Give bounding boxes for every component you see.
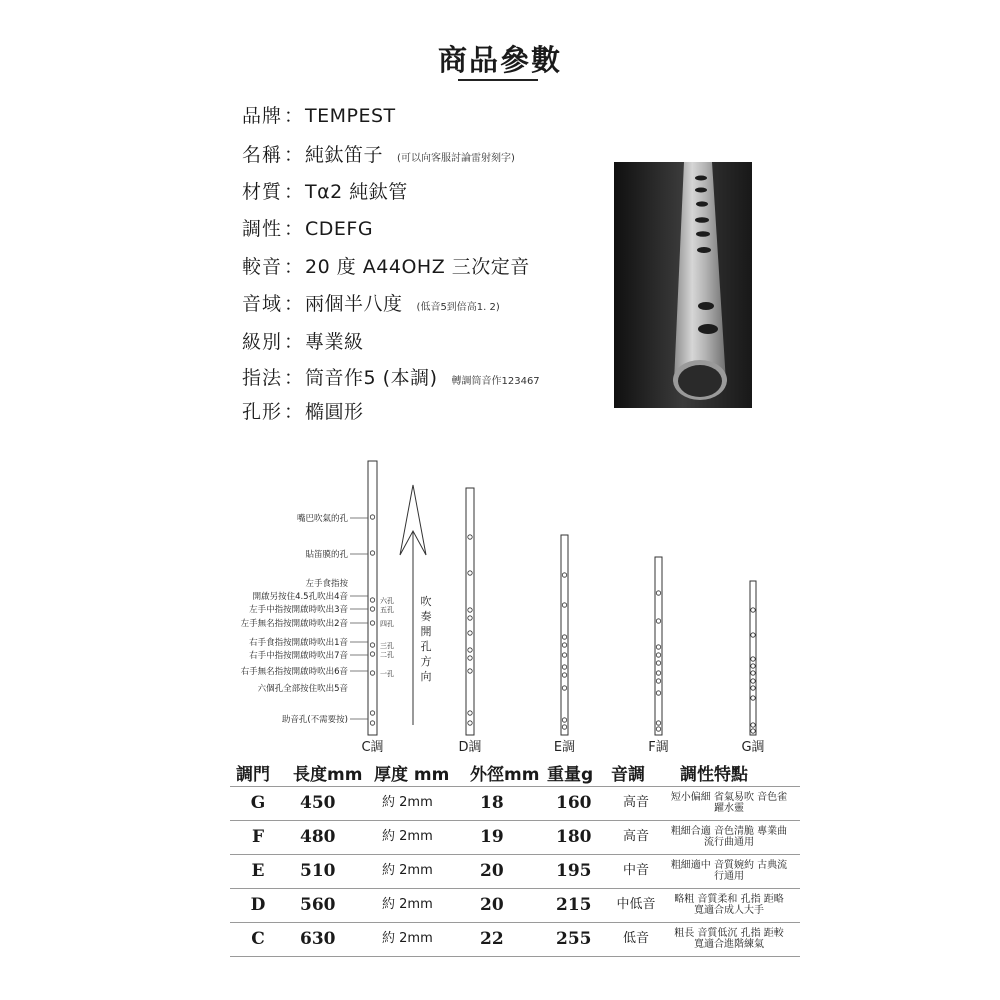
- hole-number-label: 三孔: [380, 642, 394, 650]
- od-cell: 22: [480, 929, 504, 949]
- tone-cell: 高音: [622, 829, 649, 844]
- spec-colon: ：: [284, 256, 304, 278]
- spec-label: 音域: [242, 293, 283, 315]
- table-row: [230, 888, 800, 923]
- flute-hole: [751, 608, 755, 612]
- flute-hole: [656, 591, 660, 595]
- flute-hole: [656, 679, 660, 683]
- spec-label: 級別: [242, 331, 283, 353]
- flute-hole: [468, 656, 472, 660]
- arrow-text-char: 開: [420, 625, 432, 638]
- hole-number-label: 一孔: [380, 670, 394, 678]
- fingering-diagram: [200, 455, 800, 755]
- spec-row: [242, 101, 410, 128]
- flute-hole: [656, 671, 660, 675]
- flute-hole: [562, 643, 566, 647]
- feature-cell: 粗細適中 音質婉約 古典流行通用: [670, 860, 788, 882]
- od-cell: 20: [480, 861, 504, 881]
- flute-hole: [468, 535, 472, 539]
- col-header-key: 調門: [236, 765, 270, 785]
- tone-cell: 高音: [622, 795, 649, 810]
- spec-row: [242, 252, 544, 279]
- flute-hole: [751, 633, 755, 637]
- flute-photo-drawing: [614, 162, 752, 408]
- spec-row: [242, 177, 422, 204]
- flute-hole: [562, 665, 566, 669]
- col-header-tone: 音調: [611, 765, 645, 785]
- thickness-cell: 約 2mm: [382, 863, 433, 878]
- table-row: [230, 786, 800, 821]
- flute-hole: [751, 723, 755, 727]
- length-cell: 630: [300, 929, 336, 949]
- spec-colon: ：: [284, 105, 304, 127]
- spec-value: CDEFG: [305, 218, 374, 240]
- flute-hole: [562, 686, 566, 690]
- flute-hole: [656, 691, 660, 695]
- od-cell: 18: [480, 793, 504, 813]
- flute-hole: [370, 711, 374, 715]
- col-header-od: 外徑mm: [470, 765, 540, 785]
- flute-hole: [468, 721, 472, 725]
- flute-hole: [751, 671, 755, 675]
- diagram-label: 右手中指按開啟時吹出7音: [249, 651, 348, 661]
- spec-value: 筒音作5 (本調): [305, 367, 438, 389]
- hole-number-label: 二孔: [380, 651, 394, 659]
- spec-label: 材質: [242, 181, 283, 203]
- spec-label: 孔形: [242, 401, 283, 423]
- spec-value: 專業級: [305, 331, 364, 353]
- flute-hole: [370, 621, 374, 625]
- flute-hole: [370, 607, 374, 611]
- spec-value: Tα2 純鈦管: [305, 181, 408, 203]
- feature-cell: 粗長 音質低沉 孔指 距較寬適合進階練氣: [674, 928, 784, 950]
- arrow-text-char: 吹: [420, 595, 432, 608]
- spec-label: 較音: [242, 256, 283, 278]
- title-underline: [458, 79, 538, 81]
- flute-hole: [656, 619, 660, 623]
- flute-hole: [468, 616, 472, 620]
- feature-cell: 略粗 音質柔和 孔指 距略寬適合成人大手: [674, 894, 784, 916]
- flute-hole: [562, 573, 566, 577]
- key-label: D調: [458, 740, 482, 755]
- spec-value: 兩個半八度: [305, 293, 403, 315]
- flute-hole: [468, 631, 472, 635]
- arrow-text-char: 孔: [420, 640, 432, 653]
- flute-hole: [370, 598, 374, 602]
- key-cell: F: [251, 827, 265, 847]
- weight-cell: 160: [556, 793, 592, 813]
- flute-hole: [656, 653, 660, 657]
- diagram-label: 左手食指按: [305, 579, 348, 589]
- spec-colon: ：: [284, 181, 304, 203]
- diagram-label: 右手無名指按開啟時吹出6音: [240, 667, 348, 677]
- flute-hole: [370, 643, 374, 647]
- flute-hole: [751, 729, 755, 733]
- diagram-label: 左手無名指按開啟時吹出2音: [240, 619, 348, 629]
- spec-colon: ：: [284, 331, 304, 353]
- flute-hole: [751, 686, 755, 690]
- table-row: [230, 854, 800, 889]
- feature-cell: 粗細合適 音色清脆 專業曲流行曲通用: [670, 826, 788, 848]
- thickness-cell: 約 2mm: [382, 931, 433, 946]
- diagram-label: 六個孔全部按住吹出5音: [257, 684, 348, 694]
- flute-hole: [562, 635, 566, 639]
- flute-hole: [751, 664, 755, 668]
- table-row: [230, 922, 800, 957]
- spec-label: 調性: [242, 218, 283, 240]
- flute-hole: [370, 515, 374, 519]
- spec-row: [242, 397, 378, 424]
- flute-hole: [370, 652, 374, 656]
- spec-colon: ：: [284, 293, 304, 315]
- flute-hole: [656, 727, 660, 731]
- length-cell: 450: [300, 793, 336, 813]
- od-cell: 19: [480, 827, 504, 847]
- spec-note: (可以向客服討論雷射刻字): [397, 153, 515, 164]
- flute-hole: [562, 673, 566, 677]
- flute-hole: [656, 661, 660, 665]
- flute-hole: [468, 571, 472, 575]
- weight-cell: 180: [556, 827, 592, 847]
- diagram-label: 左手中指按開啟時吹出3音: [249, 605, 348, 615]
- col-header-weight: 重量g: [547, 765, 594, 785]
- flute-hole: [751, 696, 755, 700]
- flute-photo: [614, 162, 752, 408]
- col-header-length: 長度mm: [293, 765, 363, 785]
- key-label: C調: [361, 740, 384, 755]
- hole-number-label: 六孔: [380, 597, 394, 605]
- page-title: 商品參數: [437, 43, 562, 77]
- tone-cell: 中音: [622, 863, 649, 878]
- flute-hole: [562, 653, 566, 657]
- arrow-text-char: 方: [420, 655, 432, 668]
- spec-colon: ：: [284, 367, 304, 389]
- diagram-label: 貼笛膜的孔: [305, 550, 348, 560]
- spec-value: 橢圓形: [305, 401, 364, 423]
- flute-hole: [468, 669, 472, 673]
- spec-colon: ：: [284, 144, 304, 166]
- spec-row: [242, 140, 515, 167]
- spec-value: 純鈦笛子: [305, 144, 384, 166]
- key-cell: G: [250, 793, 266, 813]
- spec-row: [242, 289, 500, 316]
- tone-cell: 中低音: [616, 897, 656, 912]
- flute-hole: [468, 608, 472, 612]
- col-header-thickness: 厚度 mm: [374, 765, 450, 785]
- spec-label: 品牌: [242, 105, 283, 127]
- length-cell: 480: [300, 827, 336, 847]
- thickness-cell: 約 2mm: [382, 829, 433, 844]
- spec-note: (低音5到倍高1. 2): [416, 302, 500, 313]
- od-cell: 20: [480, 895, 504, 915]
- key-cell: E: [251, 861, 265, 881]
- weight-cell: 215: [556, 895, 592, 915]
- spec-label: 指法: [242, 367, 283, 389]
- length-cell: 560: [300, 895, 336, 915]
- weight-cell: 255: [556, 929, 592, 949]
- flute-hole: [751, 657, 755, 661]
- spec-colon: ：: [284, 218, 304, 240]
- flute-hole: [370, 721, 374, 725]
- key-cell: D: [250, 895, 266, 915]
- weight-cell: 195: [556, 861, 592, 881]
- diagram-label: 嘴巴吹氣的孔: [296, 514, 348, 524]
- flute-hole: [562, 603, 566, 607]
- diagram-label: 開啟另按住4.5孔吹出4音: [252, 592, 348, 602]
- flute-hole: [751, 679, 755, 683]
- flute-hole: [468, 648, 472, 652]
- key-label: E調: [553, 740, 576, 755]
- length-cell: 510: [300, 861, 336, 881]
- spec-row: [242, 327, 378, 354]
- key-cell: C: [251, 929, 265, 949]
- spec-note: 轉調筒音作123467: [451, 376, 540, 387]
- spec-value: TEMPEST: [305, 105, 396, 127]
- arrow-text-char: 向: [420, 670, 432, 683]
- table-row: [230, 820, 800, 855]
- key-label: F調: [648, 740, 669, 755]
- spec-row: [242, 214, 387, 241]
- spec-value: 20 度 A44OHZ 三次定音: [305, 256, 530, 278]
- diagram-label: 助音孔(不需要按): [281, 715, 348, 725]
- flute-hole: [562, 725, 566, 729]
- spec-row: [242, 363, 540, 390]
- flute-hole: [656, 721, 660, 725]
- flute-hole: [656, 645, 660, 649]
- hole-number-label: 四孔: [380, 620, 394, 628]
- flute-hole: [370, 671, 374, 675]
- spec-label: 名稱: [242, 144, 283, 166]
- diagram-label: 右手食指按開啟時吹出1音: [249, 638, 348, 648]
- hole-number-label: 五孔: [380, 606, 394, 614]
- feature-cell: 短小偏細 省氣易吹 音色雀躍水靈: [670, 792, 788, 814]
- tone-cell: 低音: [622, 931, 649, 946]
- flute-hole: [370, 551, 374, 555]
- flute-hole: [562, 718, 566, 722]
- thickness-cell: 約 2mm: [382, 897, 433, 912]
- col-header-feature: 調性特點: [680, 765, 748, 785]
- arrow-text-char: 奏: [420, 610, 432, 623]
- flute-hole: [468, 711, 472, 715]
- thickness-cell: 約 2mm: [382, 795, 433, 810]
- spec-colon: ：: [284, 401, 304, 423]
- key-label: G調: [741, 740, 765, 755]
